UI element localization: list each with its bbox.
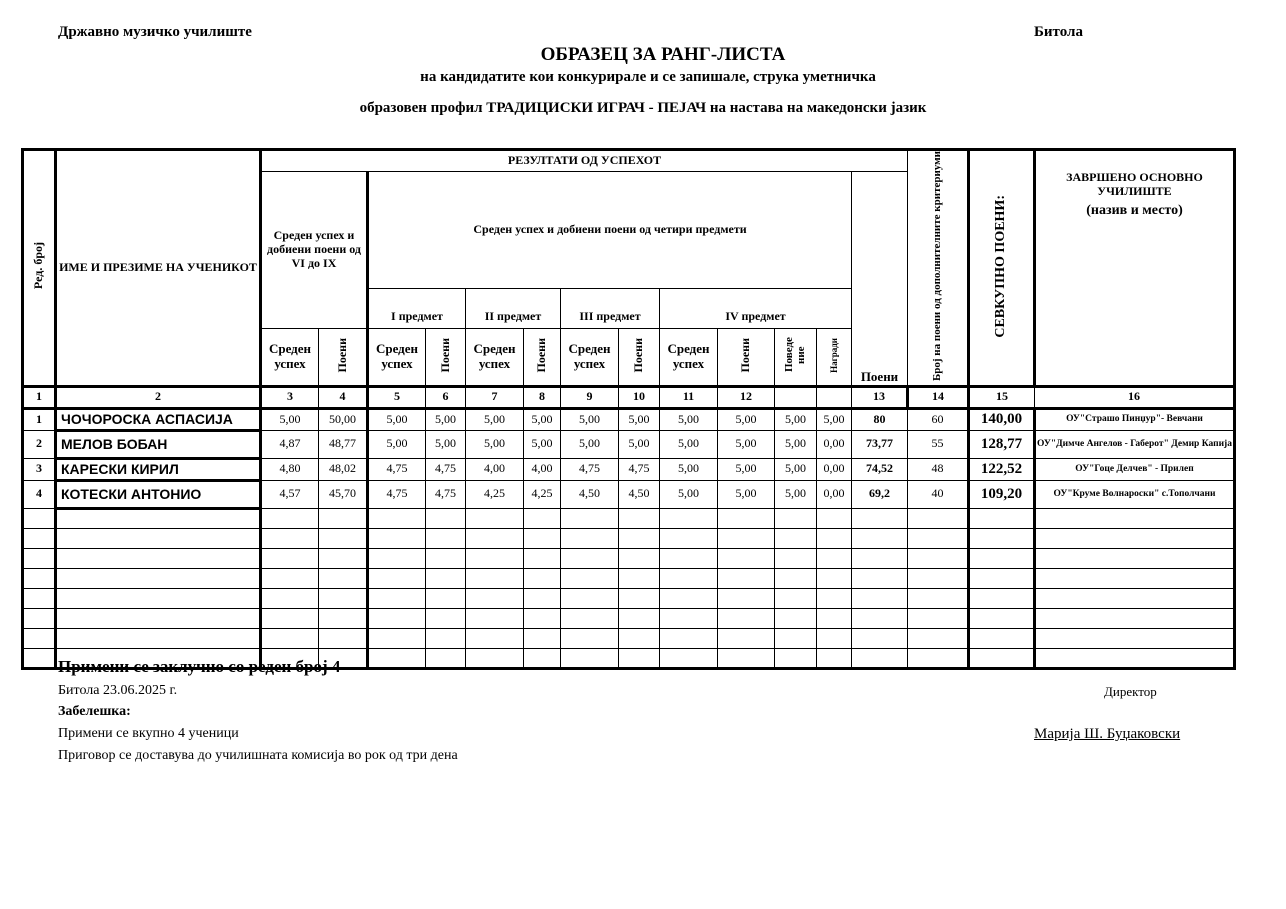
- extra-points-cell: 48: [908, 458, 969, 480]
- total-points-cell: 109,20: [969, 480, 1035, 508]
- column-number-cell: 13: [852, 386, 908, 408]
- empty-cell: [466, 648, 524, 668]
- note-line-2: Приговор се доставува до училишната комисија во рок од три дена: [58, 748, 458, 763]
- student-name-cell: КОТЕСКИ АНТОНИО: [56, 480, 261, 508]
- value-cell: 50,00: [319, 408, 368, 430]
- column-number-cell: 6: [426, 386, 466, 408]
- empty-cell: [561, 568, 619, 588]
- empty-cell: [466, 608, 524, 628]
- empty-cell: [718, 608, 775, 628]
- column-number-cell: [817, 386, 852, 408]
- empty-cell: [660, 588, 718, 608]
- value-cell: 5,00: [261, 408, 319, 430]
- empty-cell: [561, 548, 619, 568]
- header-subject-1: I предмет: [368, 288, 466, 328]
- column-number-cell: 5: [368, 386, 426, 408]
- value-cell: 4,75: [561, 458, 619, 480]
- empty-cell: [908, 628, 969, 648]
- empty-cell: [426, 568, 466, 588]
- value-cell: 4,50: [619, 480, 660, 508]
- empty-cell: [1035, 528, 1235, 548]
- empty-cell: [718, 548, 775, 568]
- header-total: СЕВКУПНО ПОЕНИ:: [969, 150, 1035, 387]
- empty-cell: [23, 508, 56, 528]
- empty-row: [23, 508, 1235, 528]
- empty-cell: [23, 648, 56, 668]
- column-number-cell: 2: [56, 386, 261, 408]
- value-cell: 4,75: [426, 480, 466, 508]
- empty-cell: [524, 528, 561, 548]
- header-avg-5: Среден успех: [368, 328, 426, 386]
- empty-cell: [660, 568, 718, 588]
- empty-cell: [908, 648, 969, 668]
- empty-cell: [660, 528, 718, 548]
- value-cell: 5,00: [524, 408, 561, 430]
- empty-cell: [775, 568, 817, 588]
- value-cell: 5,00: [524, 430, 561, 458]
- value-cell: 4,75: [368, 458, 426, 480]
- empty-cell: [619, 608, 660, 628]
- value-cell: 5,00: [426, 430, 466, 458]
- empty-cell: [261, 528, 319, 548]
- empty-cell: [426, 548, 466, 568]
- profile-line: образовен профил ТРАДИЦИСКИ ИГРАЧ - ПЕЈАЧ на настава на македонски јазик: [359, 100, 927, 116]
- empty-cell: [718, 648, 775, 668]
- column-number-cell: 7: [466, 386, 524, 408]
- empty-cell: [524, 608, 561, 628]
- document-title: ОБРАЗЕЦ ЗА РАНГ-ЛИСТА: [540, 44, 786, 65]
- value-cell: 4,75: [619, 458, 660, 480]
- student-name-cell: КАРЕСКИ КИРИЛ: [56, 458, 261, 480]
- header-school: ЗАВРШЕНО ОСНОВНО УЧИЛИШТЕ (назив и место): [1035, 150, 1235, 387]
- value-cell: 5,00: [660, 458, 718, 480]
- value-cell: 5,00: [368, 408, 426, 430]
- empty-cell: [426, 608, 466, 628]
- value-cell: 0,00: [817, 430, 852, 458]
- header-points-12: Поени: [718, 328, 775, 386]
- empty-cell: [524, 588, 561, 608]
- points-cell: 73,77: [852, 430, 908, 458]
- value-cell: 4,25: [466, 480, 524, 508]
- empty-cell: [261, 548, 319, 568]
- value-cell: 48,77: [319, 430, 368, 458]
- empty-cell: [426, 528, 466, 548]
- empty-cell: [261, 608, 319, 628]
- empty-cell: [775, 528, 817, 548]
- row-number-cell: 1: [23, 408, 56, 430]
- empty-cell: [660, 628, 718, 648]
- column-number-cell: 4: [319, 386, 368, 408]
- value-cell: 45,70: [319, 480, 368, 508]
- empty-cell: [852, 588, 908, 608]
- empty-cell: [660, 608, 718, 628]
- empty-cell: [319, 548, 368, 568]
- empty-cell: [368, 608, 426, 628]
- student-name-cell: МЕЛОВ БОБАН: [56, 430, 261, 458]
- empty-cell: [619, 648, 660, 668]
- total-points-cell: 140,00: [969, 408, 1035, 430]
- director-name: Марија Ш. Буџаковски: [1034, 726, 1181, 742]
- header-row-number: Ред. број: [23, 150, 56, 387]
- school-cell: ОУ"Гоце Делчев" - Прилеп: [1035, 458, 1235, 480]
- empty-cell: [775, 608, 817, 628]
- header-points-8: Поени: [524, 328, 561, 386]
- empty-cell: [466, 568, 524, 588]
- value-cell: 4,80: [261, 458, 319, 480]
- empty-cell: [261, 568, 319, 588]
- empty-cell: [426, 628, 466, 648]
- student-name-cell: ЧОЧОРОСКА АСПАСИЈА: [56, 408, 261, 430]
- empty-cell: [775, 588, 817, 608]
- value-cell: 5,00: [817, 408, 852, 430]
- value-cell: 4,75: [426, 458, 466, 480]
- column-number-cell: 10: [619, 386, 660, 408]
- empty-cell: [368, 588, 426, 608]
- column-number-cell: 12: [718, 386, 775, 408]
- empty-cell: [561, 588, 619, 608]
- empty-cell: [524, 568, 561, 588]
- table-row: [23, 408, 1235, 430]
- header-points-13: Поени: [852, 172, 908, 387]
- empty-row: [23, 548, 1235, 568]
- column-number-cell: 3: [261, 386, 319, 408]
- empty-cell: [619, 548, 660, 568]
- empty-cell: [908, 568, 969, 588]
- value-cell: 0,00: [817, 458, 852, 480]
- empty-cell: [908, 528, 969, 548]
- empty-cell: [775, 508, 817, 528]
- empty-cell: [56, 628, 261, 648]
- value-cell: 5,00: [775, 408, 817, 430]
- header-four-subjects: Среден успех и добиени поени од четири предмети: [368, 172, 852, 289]
- value-cell: 5,00: [660, 430, 718, 458]
- empty-cell: [1035, 588, 1235, 608]
- value-cell: 4,00: [524, 458, 561, 480]
- empty-cell: [969, 588, 1035, 608]
- header-points-6: Поени: [426, 328, 466, 386]
- points-cell: 80: [852, 408, 908, 430]
- empty-cell: [1035, 568, 1235, 588]
- empty-cell: [466, 548, 524, 568]
- value-cell: 4,50: [561, 480, 619, 508]
- header-avg-9: Среден успех: [561, 328, 619, 386]
- empty-cell: [660, 508, 718, 528]
- empty-cell: [817, 608, 852, 628]
- empty-cell: [561, 508, 619, 528]
- empty-cell: [908, 508, 969, 528]
- empty-cell: [561, 648, 619, 668]
- empty-cell: [23, 608, 56, 628]
- column-number-cell: 16: [1035, 386, 1235, 408]
- header-student-name: ИМЕ И ПРЕЗИМЕ НА УЧЕНИКОТ: [56, 150, 261, 387]
- value-cell: 5,00: [718, 408, 775, 430]
- value-cell: 5,00: [775, 480, 817, 508]
- empty-cell: [852, 648, 908, 668]
- empty-cell: [718, 508, 775, 528]
- total-points-cell: 128,77: [969, 430, 1035, 458]
- empty-cell: [775, 628, 817, 648]
- header-avg-7: Среден успех: [466, 328, 524, 386]
- empty-cell: [319, 608, 368, 628]
- empty-cell: [718, 528, 775, 548]
- empty-cell: [524, 648, 561, 668]
- row-number-cell: 2: [23, 430, 56, 458]
- empty-cell: [319, 528, 368, 548]
- header-avg-11: Среден успех: [660, 328, 718, 386]
- value-cell: 5,00: [660, 480, 718, 508]
- empty-cell: [368, 648, 426, 668]
- empty-row: [23, 528, 1235, 548]
- empty-cell: [466, 508, 524, 528]
- column-number-cell: 9: [561, 386, 619, 408]
- extra-points-cell: 40: [908, 480, 969, 508]
- empty-cell: [817, 508, 852, 528]
- value-cell: 4,25: [524, 480, 561, 508]
- school-name: Државно музичко училиште: [58, 24, 252, 40]
- empty-cell: [524, 548, 561, 568]
- value-cell: 5,00: [561, 430, 619, 458]
- header-behavior: Поведе ние: [775, 328, 817, 386]
- value-cell: 5,00: [660, 408, 718, 430]
- note-label: Забелешка:: [58, 704, 131, 719]
- value-cell: 4,75: [368, 480, 426, 508]
- column-number-cell: 1: [23, 386, 56, 408]
- empty-cell: [817, 628, 852, 648]
- value-cell: 5,00: [619, 408, 660, 430]
- empty-cell: [908, 548, 969, 568]
- column-number-cell: 14: [908, 386, 969, 408]
- value-cell: 5,00: [561, 408, 619, 430]
- empty-cell: [261, 588, 319, 608]
- empty-cell: [619, 588, 660, 608]
- value-cell: 0,00: [817, 480, 852, 508]
- total-points-cell: 122,52: [969, 458, 1035, 480]
- document-subtitle: на кандидатите кои конкурирале и се запишале, струка уметничка: [420, 69, 876, 85]
- empty-cell: [817, 568, 852, 588]
- empty-cell: [852, 508, 908, 528]
- date-line: Битола 23.06.2025 г.: [58, 683, 178, 698]
- empty-cell: [368, 568, 426, 588]
- empty-cell: [660, 548, 718, 568]
- empty-cell: [852, 548, 908, 568]
- school-cell: ОУ"Димче Ангелов - Габерот" Демир Капија: [1035, 430, 1235, 458]
- empty-cell: [817, 648, 852, 668]
- note-line-1: Примени се вкупно 4 ученици: [58, 726, 239, 741]
- empty-cell: [368, 548, 426, 568]
- empty-cell: [852, 608, 908, 628]
- empty-cell: [368, 628, 426, 648]
- value-cell: 5,00: [368, 430, 426, 458]
- empty-cell: [852, 528, 908, 548]
- empty-cell: [1035, 608, 1235, 628]
- empty-cell: [23, 588, 56, 608]
- row-number-cell: 3: [23, 458, 56, 480]
- empty-cell: [426, 648, 466, 668]
- empty-cell: [23, 628, 56, 648]
- empty-cell: [852, 628, 908, 648]
- empty-cell: [261, 508, 319, 528]
- empty-cell: [1035, 628, 1235, 648]
- value-cell: 5,00: [775, 458, 817, 480]
- empty-cell: [969, 528, 1035, 548]
- header-subject-4: IV предмет: [660, 288, 852, 328]
- empty-cell: [319, 628, 368, 648]
- empty-cell: [56, 548, 261, 568]
- director-title: Директор: [1104, 684, 1157, 699]
- table-row: [23, 430, 1235, 458]
- empty-cell: [1035, 508, 1235, 528]
- empty-cell: [466, 528, 524, 548]
- empty-cell: [619, 568, 660, 588]
- empty-cell: [319, 568, 368, 588]
- value-cell: 5,00: [775, 430, 817, 458]
- extra-points-cell: 60: [908, 408, 969, 430]
- empty-cell: [817, 588, 852, 608]
- value-cell: 5,00: [718, 480, 775, 508]
- empty-cell: [56, 588, 261, 608]
- value-cell: 5,00: [466, 408, 524, 430]
- empty-cell: [969, 508, 1035, 528]
- empty-cell: [660, 648, 718, 668]
- empty-cell: [969, 628, 1035, 648]
- empty-cell: [852, 568, 908, 588]
- empty-cell: [56, 608, 261, 628]
- empty-cell: [261, 628, 319, 648]
- empty-cell: [56, 528, 261, 548]
- school-cell: ОУ"Круме Волнароски" с.Тополчани: [1035, 480, 1235, 508]
- empty-cell: [619, 528, 660, 548]
- column-number-cell: [775, 386, 817, 408]
- value-cell: 5,00: [466, 430, 524, 458]
- header-subject-2: II предмет: [466, 288, 561, 328]
- empty-cell: [561, 628, 619, 648]
- extra-points-cell: 55: [908, 430, 969, 458]
- empty-cell: [817, 548, 852, 568]
- empty-cell: [775, 648, 817, 668]
- empty-cell: [23, 528, 56, 548]
- empty-cell: [969, 608, 1035, 628]
- points-cell: 69,2: [852, 480, 908, 508]
- column-numbers-row: [23, 386, 1235, 408]
- empty-cell: [1035, 648, 1235, 668]
- value-cell: 4,00: [466, 458, 524, 480]
- column-number-cell: 11: [660, 386, 718, 408]
- header-awards: Награди: [817, 328, 852, 386]
- empty-cell: [908, 608, 969, 628]
- empty-cell: [319, 508, 368, 528]
- empty-cell: [969, 648, 1035, 668]
- header-avg-3: Среден успех: [261, 328, 319, 386]
- points-cell: 74,52: [852, 458, 908, 480]
- empty-row: [23, 588, 1235, 608]
- empty-cell: [817, 528, 852, 548]
- value-cell: 5,00: [718, 430, 775, 458]
- conclusion-line: Примени се заклучно со реден број 4: [58, 657, 341, 676]
- empty-cell: [775, 548, 817, 568]
- empty-cell: [319, 588, 368, 608]
- column-number-cell: 8: [524, 386, 561, 408]
- school-cell: ОУ"Страшо Пинџур"- Вевчани: [1035, 408, 1235, 430]
- empty-cell: [1035, 548, 1235, 568]
- table-row: [23, 458, 1235, 480]
- header-avg-6-9: Среден успех и добиени поени од VI до IX: [261, 172, 368, 329]
- empty-row: [23, 608, 1235, 628]
- row-number-cell: 4: [23, 480, 56, 508]
- header-extra-criteria: Број на поени од дополнителните критериуми: [908, 150, 969, 387]
- empty-cell: [561, 608, 619, 628]
- empty-cell: [969, 548, 1035, 568]
- empty-cell: [426, 508, 466, 528]
- empty-cell: [969, 568, 1035, 588]
- empty-row: [23, 628, 1235, 648]
- empty-cell: [718, 568, 775, 588]
- empty-cell: [368, 508, 426, 528]
- value-cell: 5,00: [718, 458, 775, 480]
- empty-cell: [56, 508, 261, 528]
- empty-cell: [718, 588, 775, 608]
- value-cell: 4,57: [261, 480, 319, 508]
- city-name: Битола: [1034, 24, 1083, 40]
- header-points-4: Поени: [319, 328, 368, 386]
- empty-cell: [561, 528, 619, 548]
- value-cell: 5,00: [426, 408, 466, 430]
- column-number-cell: 15: [969, 386, 1035, 408]
- empty-cell: [466, 588, 524, 608]
- empty-cell: [619, 508, 660, 528]
- empty-cell: [368, 528, 426, 548]
- header-results: РЕЗУЛТАТИ ОД УСПЕХОТ: [261, 150, 908, 172]
- empty-cell: [426, 588, 466, 608]
- empty-cell: [466, 628, 524, 648]
- empty-cell: [524, 628, 561, 648]
- ranking-table: [21, 148, 1236, 670]
- header-subject-3: III предмет: [561, 288, 660, 328]
- header-points-10: Поени: [619, 328, 660, 386]
- empty-cell: [524, 508, 561, 528]
- empty-cell: [619, 628, 660, 648]
- value-cell: 5,00: [619, 430, 660, 458]
- empty-cell: [23, 568, 56, 588]
- empty-cell: [23, 548, 56, 568]
- table-row: [23, 480, 1235, 508]
- empty-cell: [908, 588, 969, 608]
- empty-cell: [718, 628, 775, 648]
- value-cell: 48,02: [319, 458, 368, 480]
- empty-cell: [56, 568, 261, 588]
- value-cell: 4,87: [261, 430, 319, 458]
- empty-row: [23, 568, 1235, 588]
